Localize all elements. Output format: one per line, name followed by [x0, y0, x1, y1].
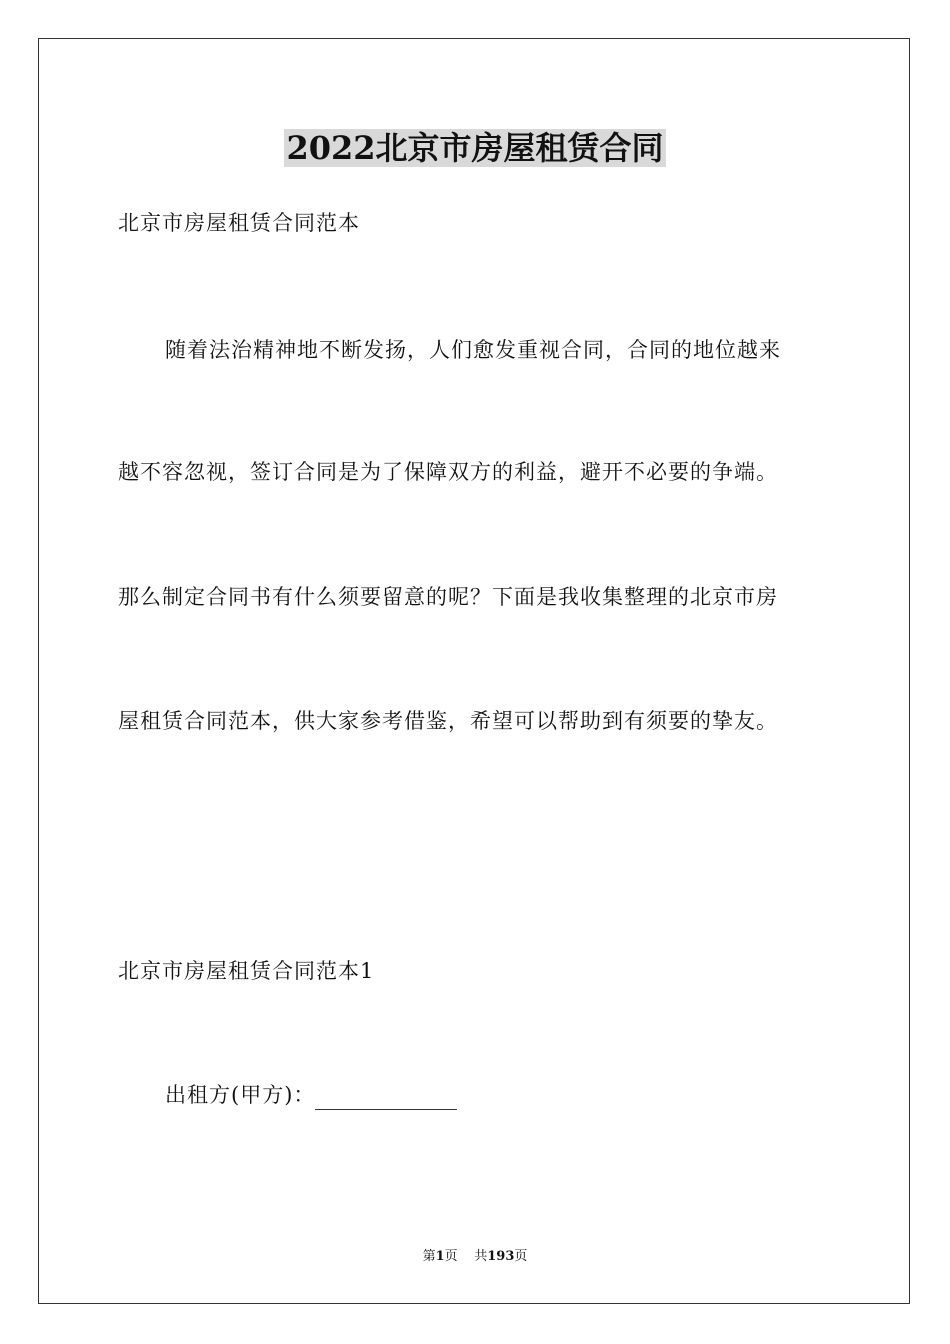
lessor-blank-line [315, 1087, 457, 1110]
intro-line-1: 随着法治精神地不断发扬，人们愈发重视合同，合同的地位越来 [165, 338, 781, 362]
footer-page-number: 1 [435, 1249, 445, 1264]
footer-total-prefix: 共 [474, 1249, 488, 1264]
document-subtitle: 北京市房屋租赁合同范本 [118, 211, 360, 235]
intro-line-4: 屋租赁合同范本，供大家参考借鉴，希望可以帮助到有须要的挚友。 [118, 709, 778, 733]
lessor-label: 出租方(甲方)： [165, 1083, 316, 1107]
document-title [0, 126, 950, 170]
document-title-text: 2022北京市房屋租赁合同 [286, 129, 664, 167]
intro-line-3: 那么制定合同书有什么须要留意的呢？下面是我收集整理的北京市房 [118, 585, 778, 609]
page-footer [0, 1248, 950, 1266]
footer-total-suffix: 页 [514, 1249, 528, 1264]
lessor-field [165, 1080, 457, 1110]
footer-page-suffix: 页 [444, 1249, 458, 1264]
footer-total-pages: 193 [487, 1249, 515, 1264]
footer-page-prefix: 第 [422, 1249, 436, 1264]
intro-line-2: 越不容忽视，签订合同是为了保障双方的利益，避开不必要的争端。 [118, 460, 778, 484]
section-heading: 北京市房屋租赁合同范本1 [118, 959, 375, 983]
